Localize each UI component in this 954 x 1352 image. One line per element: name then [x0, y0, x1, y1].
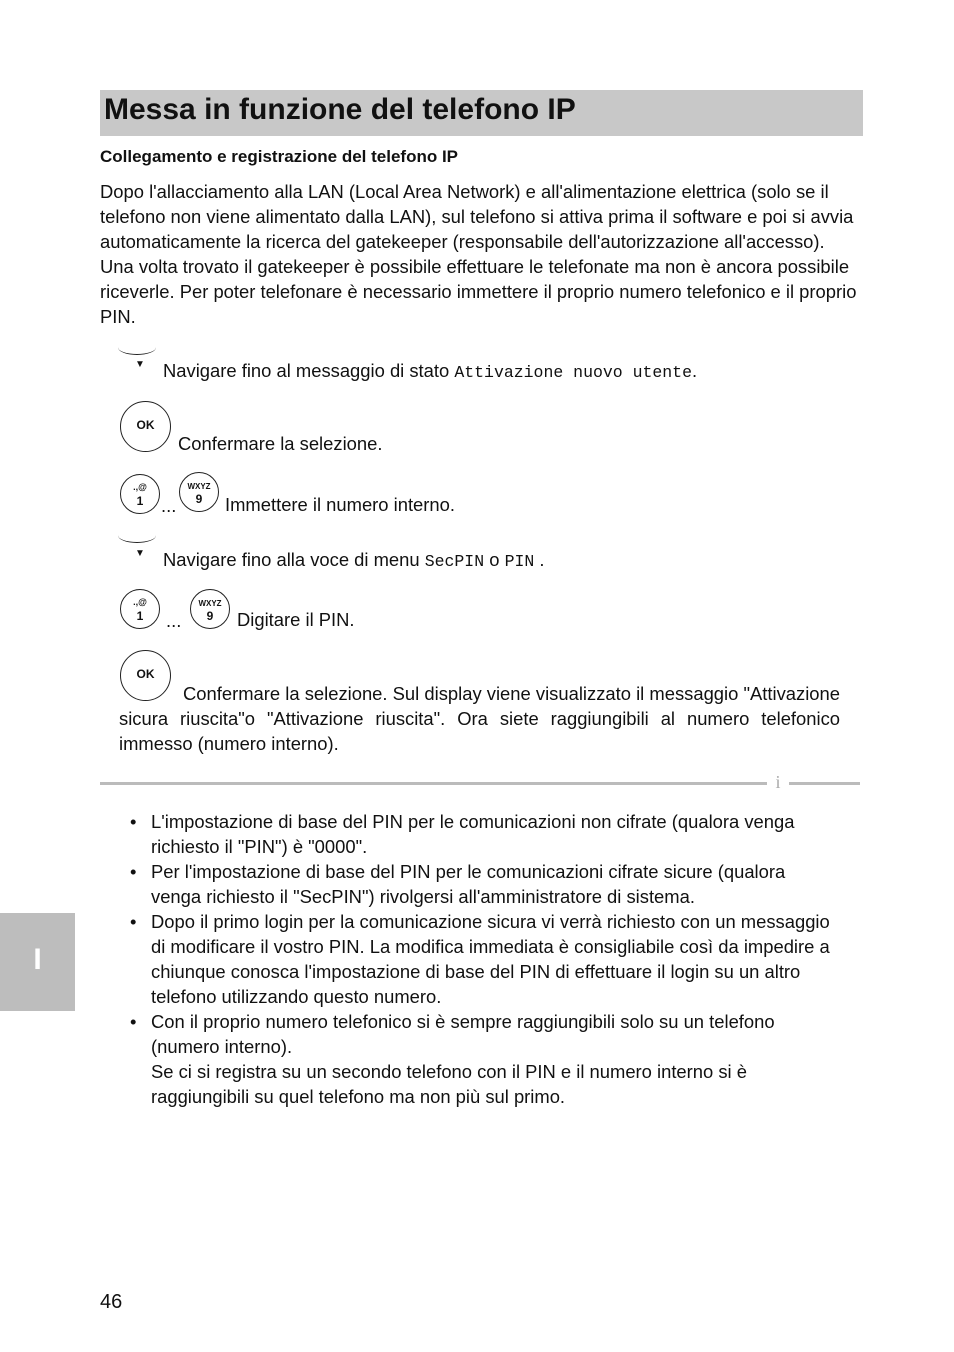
- language-side-tab: [0, 913, 75, 1011]
- ok-key-label: OK: [136, 418, 155, 432]
- step4-text: Navigare fino alla voce di menu: [163, 549, 425, 570]
- step6-text: Confermare la selezione. Sul display viene visualizzato il messaggio "Attivazione sicura riuscita"o "Attivazione riuscita". Ora siete raggiungibili al numero telefonico immesso (numero interno).: [119, 683, 840, 754]
- note-4-line2: Se ci si registra su un secondo telefono con il PIN e il numero interno si è raggiungibili su quel telefono ma non più sul primo.: [151, 1061, 747, 1107]
- key-1-number: 1: [136, 609, 144, 623]
- step2-text: Confermare la selezione.: [178, 433, 383, 454]
- key-9-letters: WXYZ: [198, 599, 222, 608]
- ok-key-icon: [120, 401, 171, 452]
- step4-or: o: [484, 549, 505, 570]
- nav-arrow-icon: ▼: [135, 548, 145, 559]
- key-9-icon: [179, 472, 219, 512]
- page-number: 46: [100, 1291, 123, 1313]
- info-icon: i: [767, 768, 789, 796]
- step1-end: .: [691, 360, 698, 381]
- page-title: Messa in funzione del telefono IP: [104, 93, 576, 126]
- step3-text: Immettere il numero interno.: [225, 494, 455, 515]
- list-item: • Dopo il primo login per la comunicazione sicura vi verrà richiesto con un messaggio di modificare il vostro PIN. La modifica immediata è consigliabile così da impedire a chiunque conosca l'impostazione di base del PIN di effettuare il login su un altro telefono utilizzando questo numero.: [130, 909, 830, 1009]
- key-9-number: 9: [206, 609, 214, 623]
- section-subtitle: Collegamento e registrazione del telefono IP: [100, 147, 459, 166]
- key-1-icon: [120, 589, 160, 629]
- key-9-icon: [190, 589, 230, 629]
- side-tab-label: I: [33, 943, 42, 976]
- info-notes: [130, 809, 830, 1109]
- nav-down-icon: [118, 528, 156, 543]
- ellipsis: ...: [161, 495, 177, 516]
- key-9-number: 9: [195, 492, 203, 506]
- nav-down-icon: [118, 340, 156, 355]
- key-1-number: 1: [136, 494, 144, 508]
- list-item: [130, 1009, 830, 1109]
- step4-end: .: [534, 549, 545, 570]
- note-4-line1: Con il proprio numero telefonico si è sempre raggiungibili solo su un telefono (numero interno).: [151, 1011, 775, 1057]
- menu-code-pin: PIN: [504, 552, 535, 571]
- menu-code-secpin: SecPIN: [424, 552, 485, 571]
- key-1-letters: .,@: [133, 597, 147, 607]
- info-divider: [100, 782, 860, 785]
- nav-arrow-icon: ▼: [135, 359, 145, 370]
- list-item: • L'impostazione di base del PIN per le comunicazioni non cifrate (qualora venga richiesto il "PIN") è "0000".: [130, 809, 830, 859]
- key-9-letters: WXYZ: [187, 482, 211, 491]
- ok-key-label: OK: [136, 667, 155, 681]
- ellipsis: ...: [166, 610, 182, 631]
- key-1-icon: [120, 474, 160, 514]
- key-1-letters: .,@: [133, 482, 147, 492]
- intro-paragraph: Dopo l'allacciamento alla LAN (Local Area Network) e all'alimentazione elettrica (solo se il telefono non viene alimentato dalla LAN), sul telefono si attiva prima il software e poi si avvia automaticamente la ricerca del gatekeeper (responsabile dell'autorizzazione all'accesso). Una volta trovato il gatekeeper è possibile effettuare le telefonate ma non è ancora possibile riceverle. Per poter telefonare è necessario immettere il proprio numero telefonico e il proprio PIN.: [100, 181, 857, 327]
- step5-text: Digitare il PIN.: [237, 609, 355, 630]
- list-item: • Per l'impostazione di base del PIN per le comunicazioni cifrate sicure (qualora venga richiesto il "SecPIN") rivolgersi all'amministratore di sistema.: [130, 859, 830, 909]
- step1-text: Navigare fino al messaggio di stato: [163, 360, 455, 381]
- status-message-code: Attivazione nuovo utente: [454, 363, 692, 382]
